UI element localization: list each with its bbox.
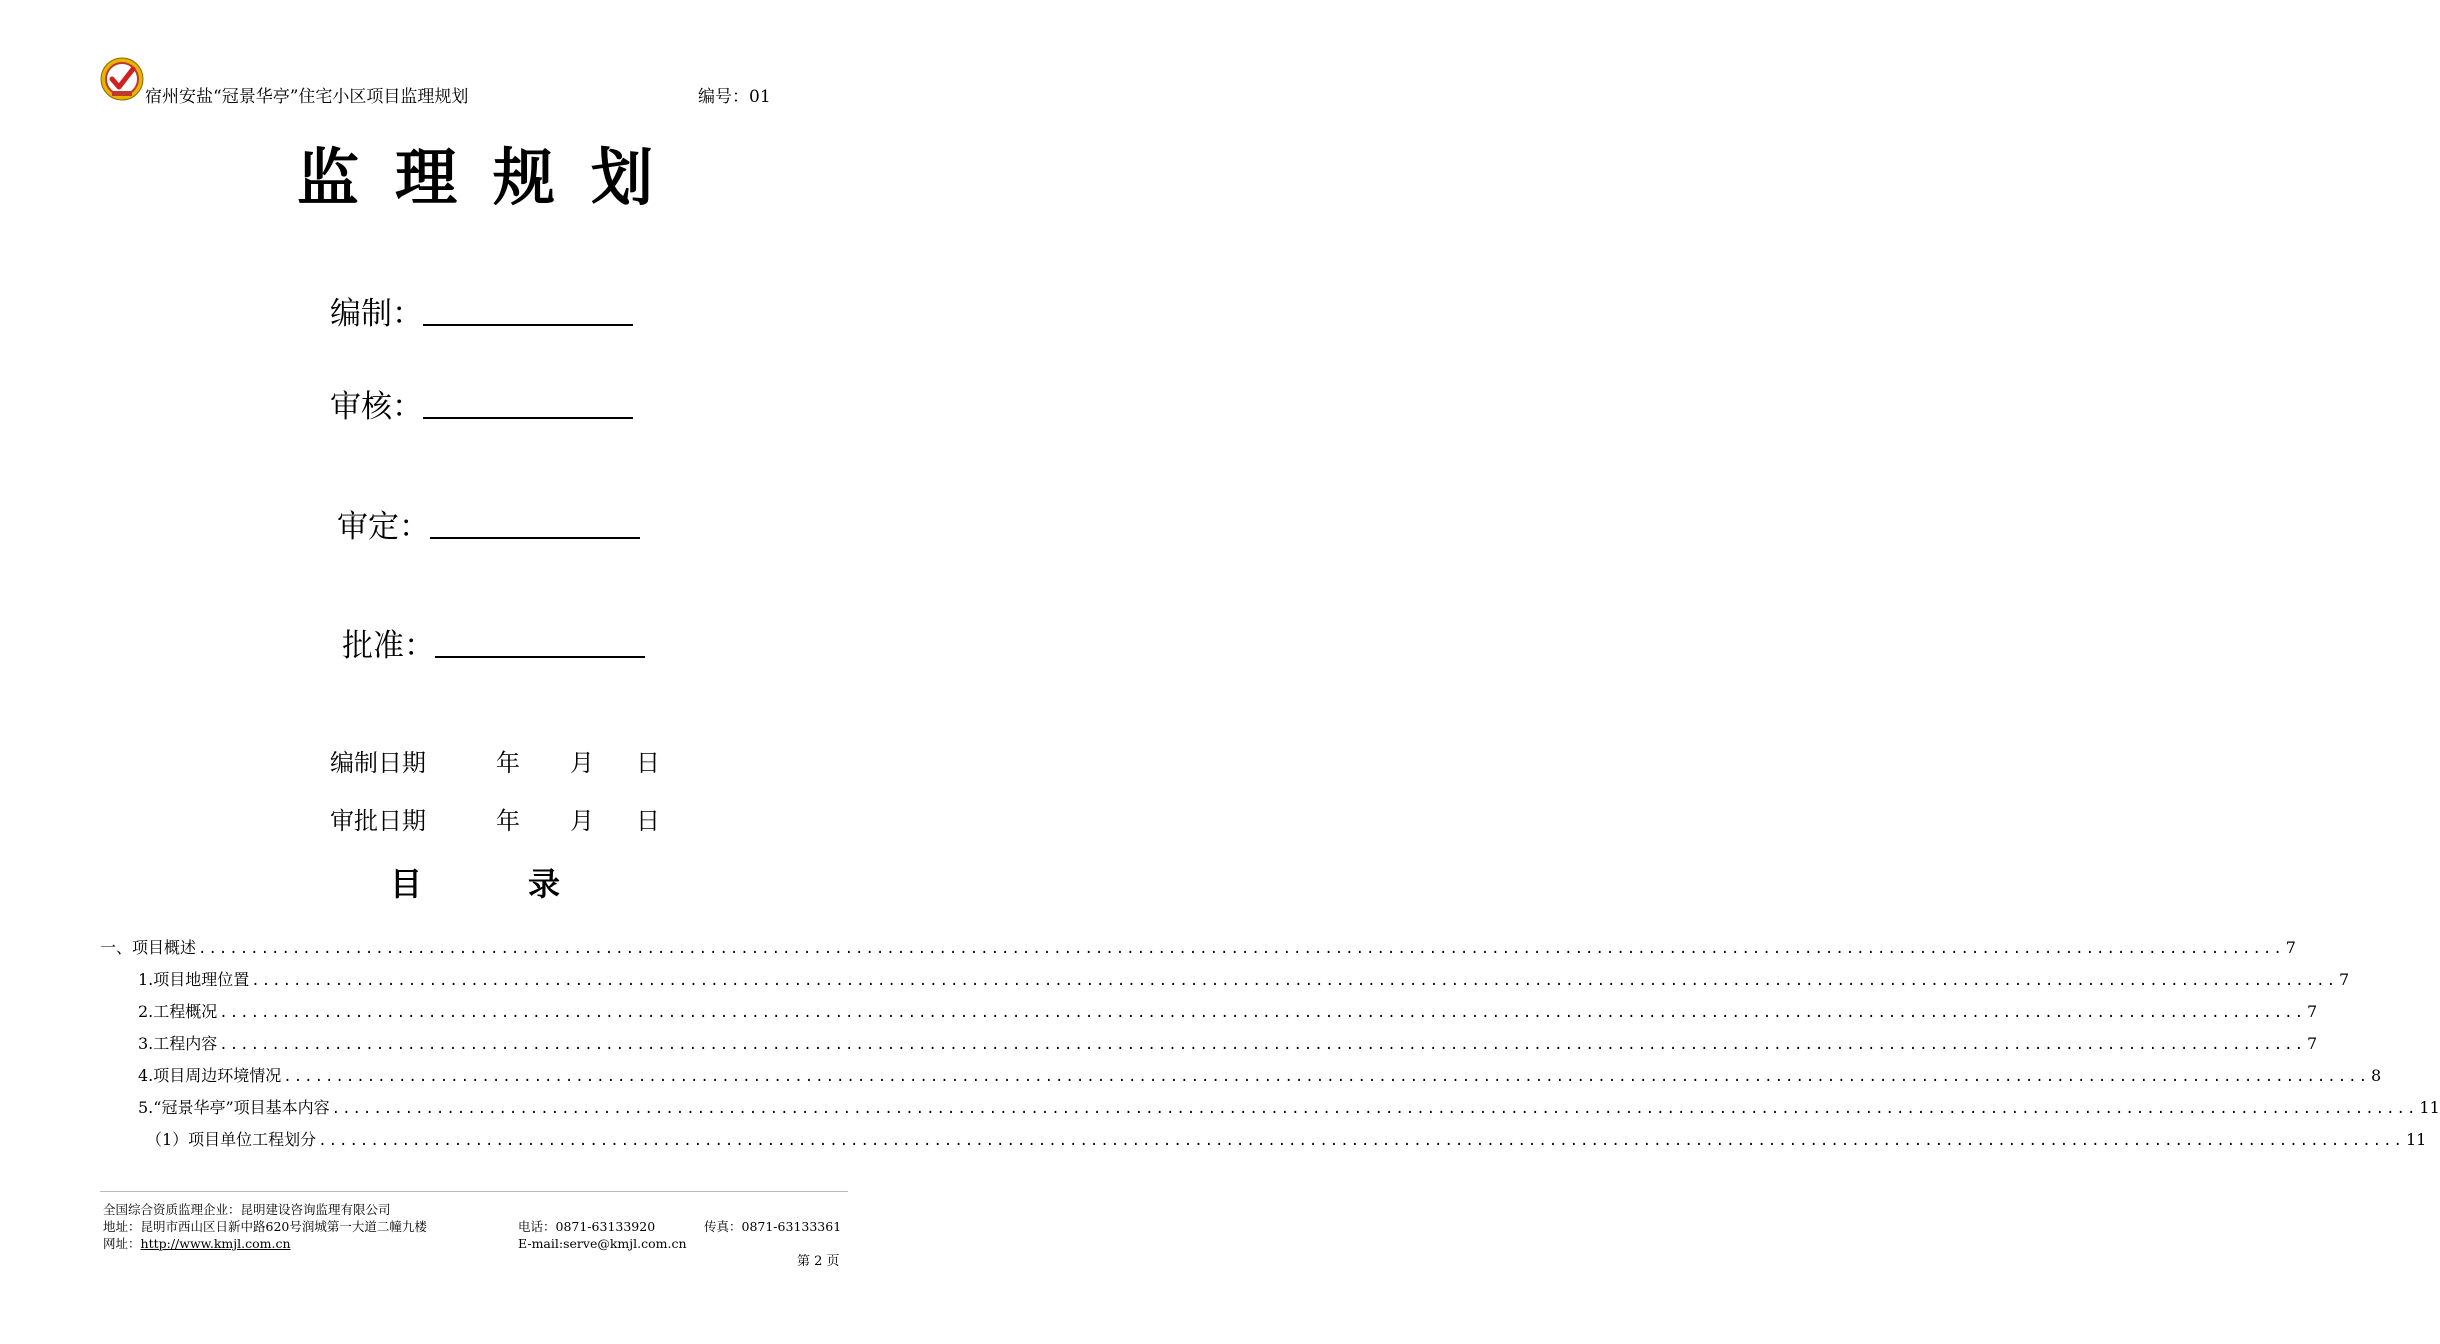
toc-entry-text: 1.项目地理位置 [138, 970, 250, 989]
date-year: 年 [496, 807, 520, 835]
signature-label: 审核： [330, 389, 423, 425]
toc-entry-text: 3.工程内容 [138, 1034, 218, 1053]
footer-website-link[interactable]: http://www.kmjl.com.cn [140, 1236, 291, 1251]
date-month: 月 [570, 807, 594, 835]
footer-address: 地址：昆明市西山区日新中路620号润城第一大道二幢九楼 [103, 1219, 427, 1234]
footer-website [103, 1235, 291, 1252]
date-month: 月 [570, 749, 594, 777]
toc-entry-page: 7 [2339, 970, 2350, 989]
signature-field-approve [342, 622, 645, 666]
company-logo-icon [100, 57, 144, 101]
toc-entry-text: 2.工程概况 [138, 1002, 218, 1021]
footer-email: E-mail:serve@kmjl.com.cn [518, 1236, 687, 1251]
page-number: 第 2 页 [797, 1254, 840, 1269]
toc-entry-text: 5.“冠景华亭”项目基本内容 [138, 1098, 330, 1117]
date-day: 日 [636, 749, 660, 777]
footer-fax: 传真：0871-63133361 [704, 1219, 842, 1234]
toc-entry[interactable] [100, 937, 2296, 969]
footer-divider [100, 1191, 848, 1192]
toc-entry[interactable] [100, 969, 2350, 1001]
main-title: 监理规划 [296, 141, 689, 214]
toc-leader-dots: ........................................................................................................................................................................................................ [251, 973, 2338, 989]
toc-leader-dots: ........................................................................................................................................................................................................ [331, 1101, 2418, 1117]
toc-entry-page: 11 [2405, 1130, 2427, 1149]
toc-entry-text: 4.项目周边环境情况 [138, 1066, 282, 1085]
date-year: 年 [496, 749, 520, 777]
toc-entry-page: 8 [2371, 1066, 2382, 1085]
toc-leader-dots: ........................................................................................................................................................................................................ [283, 1069, 2370, 1085]
signature-field-review [330, 383, 633, 427]
signature-blank-line [423, 294, 633, 326]
signature-label: 批准： [342, 628, 435, 664]
toc-entry[interactable] [100, 1065, 2382, 1097]
date-day: 日 [636, 807, 660, 835]
toc-entry[interactable] [100, 1097, 2440, 1129]
signature-label: 编制： [330, 296, 423, 332]
signature-blank-line [423, 387, 633, 419]
date-row-compile [330, 748, 660, 778]
footer-company: 全国综合资质监理企业：昆明建设咨询监理有限公司 [103, 1202, 391, 1217]
toc-entry[interactable] [100, 1001, 2318, 1033]
document-number: 编号：01 [698, 87, 771, 107]
toc-title-left: 目 [389, 865, 422, 903]
header-title: 宿州安盐“冠景华亭”住宅小区项目监理规划 [145, 87, 469, 107]
toc-leader-dots: ........................................................................................................................................................................................................ [219, 1037, 2306, 1053]
toc-leader-dots: ........................................................................................................................................................................................................ [219, 1005, 2306, 1021]
signature-field-compile [330, 290, 633, 334]
signature-blank-line [435, 626, 645, 658]
toc-entry-page: 7 [2307, 1034, 2318, 1053]
toc-entry-page: 11 [2419, 1098, 2440, 1117]
toc-entry[interactable] [100, 1129, 2427, 1161]
toc-entry-page: 7 [2307, 1002, 2318, 1021]
date-label: 编制日期 [330, 749, 426, 777]
toc-entry-text: 一、项目概述 [100, 938, 197, 957]
footer-website-label: 网址： [103, 1236, 141, 1251]
signature-label: 审定： [337, 509, 430, 545]
footer-phone: 电话：0871-63133920 [518, 1219, 656, 1234]
date-label: 审批日期 [330, 807, 426, 835]
signature-blank-line [430, 507, 640, 539]
toc-leader-dots: ........................................................................................................................................................................................................ [198, 941, 2284, 957]
signature-field-verify [337, 503, 640, 547]
date-row-approve [330, 806, 660, 836]
toc-entry[interactable] [100, 1033, 2318, 1065]
toc-leader-dots: ........................................................................................................................................................................................................ [318, 1133, 2404, 1149]
toc-entry-page: 7 [2285, 938, 2296, 957]
toc-title [0, 862, 950, 906]
toc-entry-text: （1）项目单位工程划分 [146, 1130, 317, 1149]
table-of-contents [100, 937, 2440, 1161]
toc-title-right: 录 [528, 865, 561, 903]
